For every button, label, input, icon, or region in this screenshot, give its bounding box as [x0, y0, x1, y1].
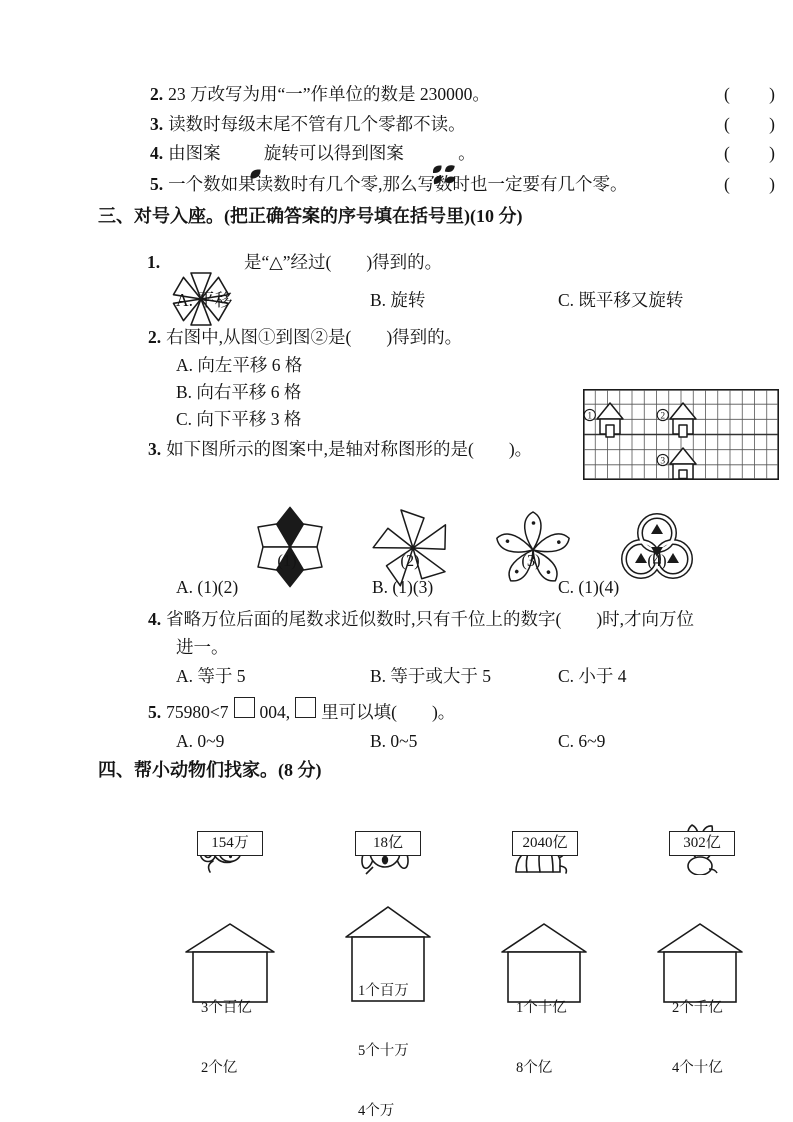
house-line: 2个亿: [201, 1060, 238, 1076]
item-number: 2.: [150, 84, 164, 104]
house-line: 4个万: [358, 1103, 395, 1119]
q3-option-c: C. (1)(4): [558, 577, 620, 597]
item-number: 4.: [150, 143, 164, 163]
house-3: [500, 920, 588, 1076]
house-line: 5个十万: [358, 1043, 409, 1059]
q3-number: 3.: [148, 439, 162, 459]
section4-title: 四、帮小动物们找家。(8 分): [98, 760, 322, 780]
section3-title: 三、对号入座。(把正确答案的序号填在括号里)(10 分): [98, 206, 523, 226]
q5-option-c: C. 6~9: [558, 731, 606, 751]
q2-option-a: A. 向左平移 6 格: [176, 355, 303, 375]
q1-option-b: B. 旋转: [370, 290, 426, 310]
fig-label-4: (4): [647, 551, 667, 570]
answer-bracket: ( ): [723, 84, 775, 104]
q4-option-b: B. 等于或大于 5: [370, 666, 492, 686]
grid-house-1-label: 1: [587, 411, 593, 422]
triquetra-figure: [612, 464, 702, 632]
q4-option-a: A. 等于 5: [176, 666, 246, 686]
q1-option-a: A. 平移: [176, 290, 233, 310]
item-text: 旋转可以得到图案: [263, 143, 404, 163]
house-line: 2个千亿: [672, 1000, 723, 1016]
q2-option-c: C. 向下平移 3 格: [176, 409, 302, 429]
q2-number: 2.: [148, 327, 162, 347]
q2-text: 右图中,从图①到图②是( )得到的。: [166, 327, 463, 347]
house-4: [656, 920, 744, 1076]
q5-number: 5.: [148, 702, 162, 722]
grid-house-3-label: 3: [660, 456, 666, 467]
blank-box: [295, 697, 316, 718]
q1-option-c: C. 既平移又旋转: [558, 290, 684, 310]
blank-box: [234, 697, 255, 718]
q3-text: 如下图所示的图案中,是轴对称图形的是( )。: [166, 439, 533, 459]
house-2: [344, 903, 432, 1119]
fig-label-3: (3): [521, 551, 541, 570]
q2-option-b: B. 向右平移 6 格: [176, 382, 302, 402]
q3-option-b: B. (1)(3): [372, 577, 434, 597]
q3-option-a: A. (1)(2): [176, 577, 239, 597]
rhombus-star-figure: [245, 464, 335, 632]
item-number: 3.: [150, 114, 164, 134]
fig-label-1: (1): [277, 551, 297, 570]
item-text: 一个数如果读数时有几个零,那么写数时也一定要有几个零。: [168, 174, 628, 194]
pinwheel-figure: [368, 464, 458, 632]
house-line: 1个十亿: [516, 1000, 567, 1016]
q5-option-b: B. 0~5: [370, 731, 418, 751]
number-sign-dog: 18亿: [355, 831, 421, 856]
judge-item-3: [150, 114, 775, 135]
number-sign-rabbit: 302亿: [669, 831, 735, 856]
answer-bracket: ( ): [723, 143, 775, 163]
flower-figure: [488, 464, 578, 632]
judge-item-2: [150, 84, 775, 105]
judge-item-5: [150, 174, 775, 195]
q4-stem-line1: [148, 609, 694, 630]
fig-label-2: (2): [400, 551, 420, 570]
q4-stem-line2: 进一。: [176, 637, 229, 657]
house-line: 8个亿: [516, 1060, 553, 1076]
q4-number: 4.: [148, 609, 162, 629]
house-line: 3个百亿: [201, 1000, 252, 1016]
answer-bracket: ( ): [723, 174, 775, 194]
q5-text: 004,: [259, 702, 291, 722]
q5-text: 里可以填( )。: [321, 702, 456, 722]
q1-number: 1.: [147, 252, 161, 272]
item-number: 5.: [150, 174, 164, 194]
q3-stem: [148, 439, 532, 460]
number-sign-turtle: 2040亿: [512, 831, 578, 856]
house-1: [184, 920, 276, 1076]
item-text: 23 万改写为用“一”作单位的数是 230000。: [168, 84, 490, 104]
grid-house-2-label: 2: [660, 411, 666, 422]
q1-text: 是“△”经过( )得到的。: [244, 252, 443, 272]
item-text: 。: [458, 143, 476, 163]
q5-option-a: A. 0~9: [176, 731, 225, 751]
q5-stem: [148, 697, 455, 723]
item-text: 由图案: [168, 143, 221, 163]
item-text: 读数时每级末尾不管有几个零都不读。: [168, 114, 466, 134]
number-sign-monkey: 154万: [197, 831, 263, 856]
house-line: 4个十亿: [672, 1060, 723, 1076]
answer-bracket: ( ): [723, 114, 775, 134]
q4-option-c: C. 小于 4: [558, 666, 627, 686]
q4-text: 省略万位后面的尾数求近似数时,只有千位上的数字( )时,才向万位: [166, 609, 695, 629]
q2-stem: [148, 327, 462, 348]
q5-text: 75980<7: [166, 702, 229, 722]
house-line: 1个百万: [358, 983, 409, 999]
